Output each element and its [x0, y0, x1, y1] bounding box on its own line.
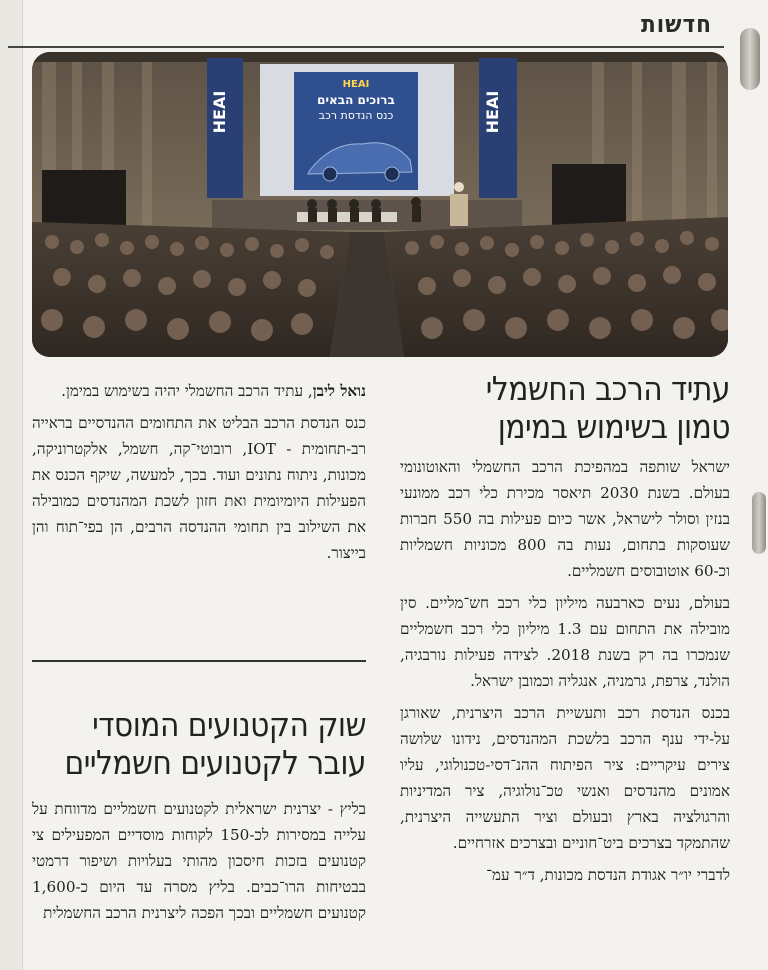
svg-text:HEAI: HEAI	[342, 79, 370, 90]
article-paragraph: בעולם, נעים כארבעה מיליון כלי רכב חש־מליים. סין מובילה את התחום עם 1.3 מיליון כלי רכב חשמליים שנמכרו בה רק בשנת 2018. לצידה פעילות נורבגיה, הולנד, צרפת, גרמניה, אנגליה וכמובן ישראל.	[400, 594, 730, 690]
article-paragraph: כנס הנדסת הרכב הבליט את התחומים ההנדסיים בראייה רב-תחומית - IOT, רובוטי־קה, חשמל, אלקטרוניקה, מכונות, ניתוח נתונים ועוד. בכך, למעשה, שיקף הכנס את הפעילות היומיומית ואת חזון לשכת המהנדסים כמובילה את השילוב בין תחומי ההנדסה הרבים, הן בפי־תוח והן בייצור.	[32, 414, 366, 562]
article-headline: עתיד הרכב החשמלי טמון בשימוש במימן	[485, 369, 730, 446]
conference-photo	[32, 52, 728, 357]
speaker-name: נואל ליבן	[312, 382, 366, 400]
article-continuation: נואל ליבן, עתיד הרכב החשמלי יהיה בשימוש במימן.	[61, 382, 366, 400]
banner-logo-left: HEAI	[210, 90, 229, 134]
svg-text:ברוכים הבאים: ברוכים הבאים	[317, 93, 395, 107]
article-paragraph: בליץ - יצרנית ישראלית לקטנועים חשמליים מדווחת על עלייה במסירות לכ-150 לקוחות מוסדיים המפעילים צי קטנועים בזכות חיסכון מהותי בעלויות ושיפור דרמטי בבטיחות הרו־כבים. בליץ מסרה עד היום כ-1,600 קטנועים חשמליים ובכך הפכה ליצרנית הרכב החשמלית	[32, 800, 366, 922]
article-secondary-headline: שוק הקטנועים המוסדי עובר לקטנועים חשמליים	[64, 705, 366, 782]
banner-logo-right: HEAI	[483, 90, 502, 134]
article-secondary-column	[32, 706, 366, 926]
article-continuation-column	[32, 378, 366, 566]
svg-text:כנס הנדסת רכב: כנס הנדסת רכב	[318, 109, 394, 122]
article-paragraph: בכנס הנדסת רכב ותעשיית הרכב היצרנית, שאורגן על-ידי ענף הרכב בלשכת המהנדסים, נידונו שלושה צירים עיקריים: ציר הפיתוח ההנ־דסי-טכנולוגי, עליו אמונים מהנדסים ואנשי טכ־נולוגיה, ציר המדיניות והרגולציה בארץ ובעולם וציר התעשייה היצרנית, שהתמקד בצרכים ביט־חוניים ובצרכים אזרחיים.	[400, 704, 730, 852]
article-paragraph: לדברי יו״ר אגודת הנדסת מכונות, ד״ר עמ־	[486, 866, 730, 884]
binder-tab-lower	[752, 492, 766, 554]
article-paragraph: ישראל שותפה במהפיכת הרכב החשמלי והאוטונומי בעולם. בשנת 2030 תיאסר מכירת כלי רכב ממונעי בנזין וסולר לישראל, אשר כיום פעילות בה 550 חברות שעוסקות בתחום, נעות בה 800 מכוניות חשמליות וכ-60 אוטובוסים חשמליים.	[400, 458, 730, 580]
article-main-column	[400, 370, 730, 888]
article-divider	[32, 660, 366, 662]
binder-tab	[740, 28, 760, 90]
section-label: חדשות	[640, 10, 712, 38]
header-rule	[8, 46, 724, 48]
